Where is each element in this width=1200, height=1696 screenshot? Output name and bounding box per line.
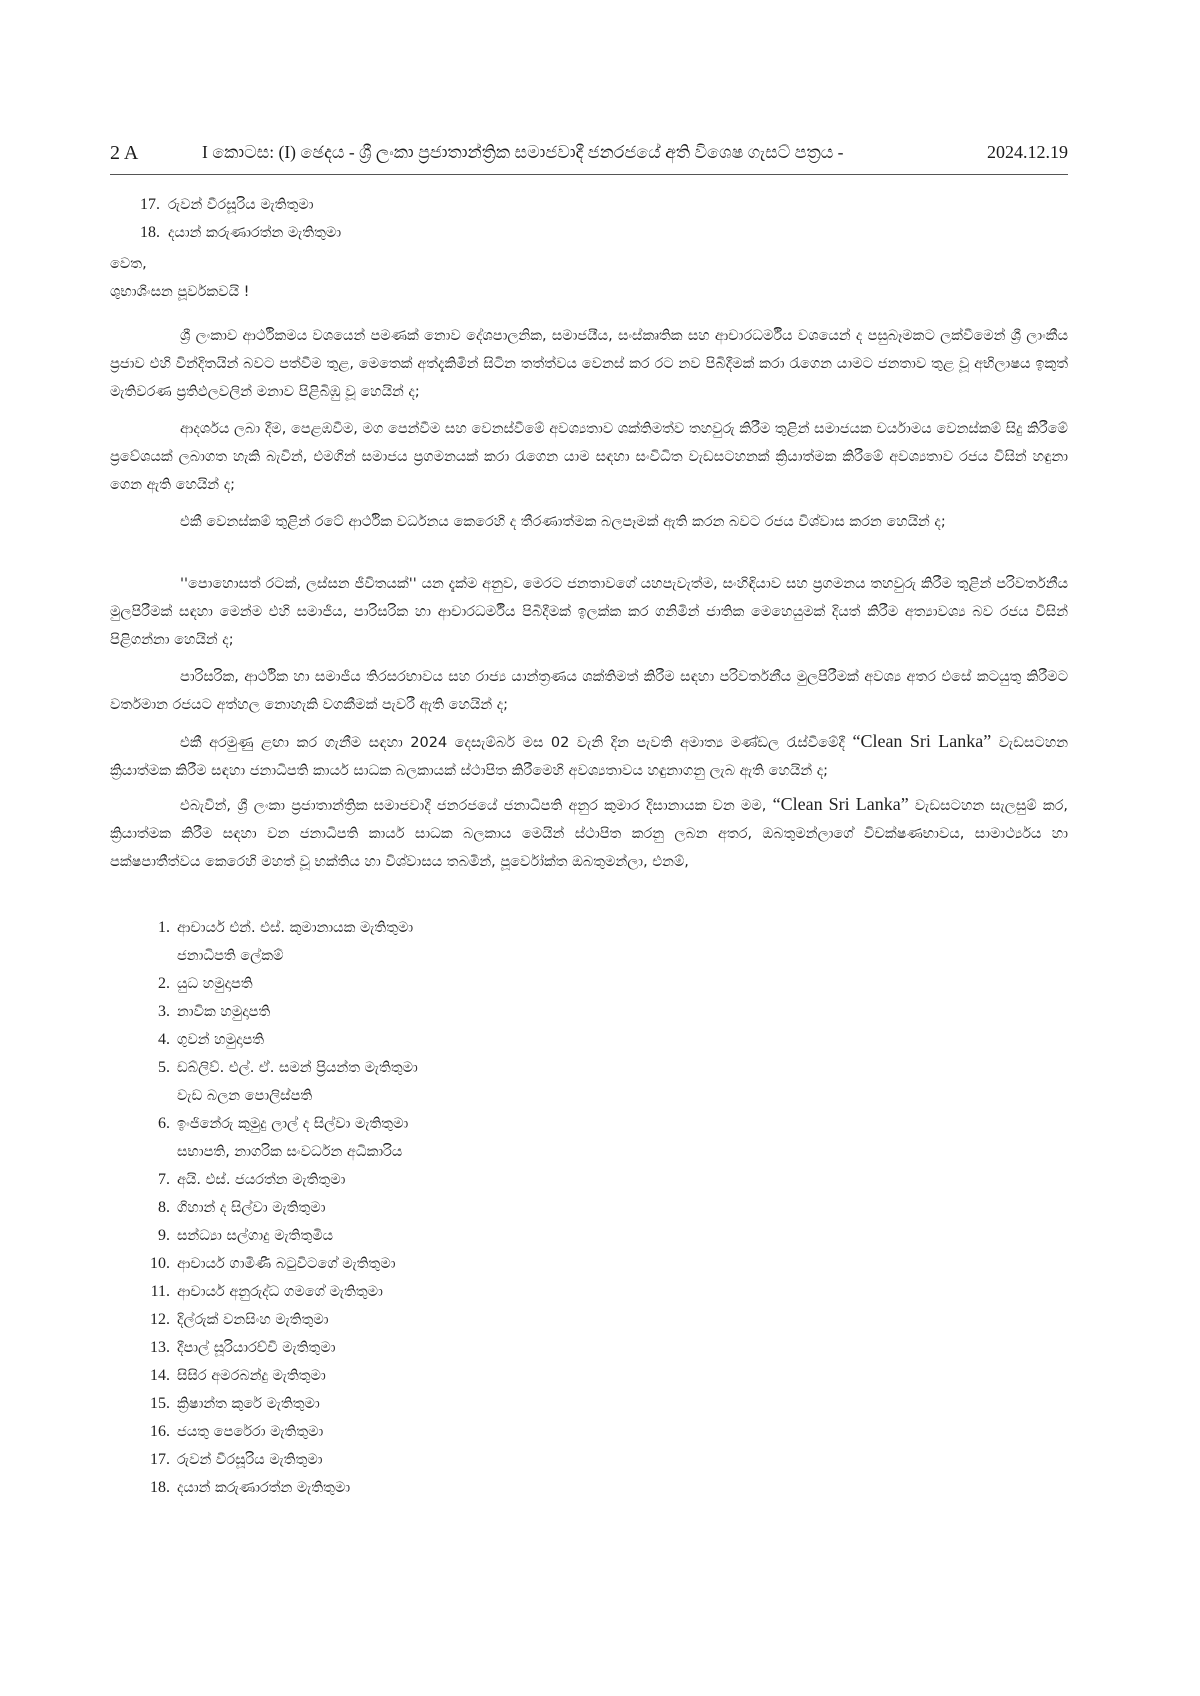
list-item xyxy=(110,1110,810,1166)
paragraph-6-text-b: වැඩසටහන ක්‍රියාත්මක කිරීම සඳහා ජනාධිපති කාර්ය සාධක බලකායක් ස්ථාපිත කිරීමෙහි අවශ්‍යතාවය හඳුනාගනු ලැබ ඇති හෙයින් ද; xyxy=(110,735,1069,779)
header-title: I කොටස: (I) ඡෙදය - ශ්‍රී ලංකා ප්‍රජාතාන්ත්‍රික සමාජවාදී ජනරජයේ අති විශෙෂ ගැසට් පත්‍රය - xyxy=(202,142,844,162)
salutation-greeting: ශුභාශිංසන පූර්වකවයි ! xyxy=(110,284,250,300)
member-designation: සභාපති, නාගරික සංවර්ධන අධිකාරිය xyxy=(177,1144,403,1160)
list-text: රුවන් වීරසූරිය මැතිතුමා xyxy=(168,197,314,213)
member-name: ක්‍රිෂාන්ත කුරේ මැතිතුමා xyxy=(177,1396,320,1412)
paragraph-3: එකී වෙනස්කම් තුළින් රටේ ආර්ථික වර්ධනය කෙරෙහි ද තීරණාත්මක බලපෑමක් ඇති කරන බවට රජය විශ්වාස කරන හෙයින් ද; xyxy=(180,514,946,530)
list-number: 12. xyxy=(150,1311,170,1328)
member-designation: වැඩ බලන පොලිස්පති xyxy=(177,1088,313,1104)
paragraph-5: පාරිසරික, ආර්ථික හා සමාජීය තිරසරභාවය සහ රාජ්‍ය යාන්ත්‍රණය ශක්තිමත් කිරීම සඳහා පරිවර්තනීය මුලපිරීමක් අවශ්‍ය අතර එසේ කටයුතු කිරීමට වර්තමාන රජයට අත්හල නොහැකි වගකීමක් පැවරී ඇති හෙයින් ද; xyxy=(110,669,1068,713)
list-number: 9. xyxy=(158,1227,170,1244)
list-number: 8. xyxy=(158,1199,170,1216)
member-name: සිසිර අමරබන්දු මැතිතුමා xyxy=(177,1368,326,1384)
list-number: 5. xyxy=(158,1059,170,1076)
member-name: ආචාර්ය අනුරුද්ධ ගමගේ මැතිතුමා xyxy=(177,1284,383,1300)
continued-member-list xyxy=(110,191,810,247)
programme-name: “Clean Sri Lanka” xyxy=(852,731,992,751)
list-number: 17. xyxy=(150,1451,170,1468)
list-number: 17. xyxy=(140,196,160,213)
list-item xyxy=(110,1054,810,1110)
header-date: 2024.12.19 xyxy=(987,142,1068,162)
list-item xyxy=(110,1306,810,1334)
member-name: සන්ධ්‍යා සල්ගාදු මැතිතුමිය xyxy=(177,1228,334,1244)
paragraph-1: ශ්‍රී ලංකාව ආර්ථිකමය වශයෙන් පමණක් නොව දේශපාලනික, සමාජයීය, සංස්කෘතික සහ ආචාරධර්මීය වශයෙන් ද පසුබෑමකට ලක්වීමෙන් ශ්‍රී ලාංකීය ප්‍රජාව එහි වින්දිතයින් බවට පත්වීම තුළ, මෙතෙක් අත්දැකිමින් සිටින තත්ත්වය වෙනස් කර රට නව පිබිදීමක් කරා රැගෙන යාමට ජනතාව තුළ වූ අභිලාෂය ඉකුත් මැතිවරණ ප්‍රතිඵලවලින් මනාව පිළිබිඹු වූ හෙයින් ද; xyxy=(110,328,1068,400)
list-item xyxy=(110,1166,810,1194)
paragraph-6-text-a: එකී අරමුණු ළඟා කර ගැනීම සඳහා 2024 දෙසැම්බර් මස 02 වැනි දින පැවති අමාත්‍ය මණ්ඩල රැස්වීමේදී xyxy=(180,735,845,751)
list-number: 4. xyxy=(158,1031,170,1048)
salutation-to: වෙත, xyxy=(110,256,147,272)
list-text: දයාන් කරුණාරත්න මැතිතුමා xyxy=(168,225,342,241)
list-item xyxy=(110,1362,810,1390)
member-name: දීපාල් සූරියාරච්චි මැතිතුමා xyxy=(177,1340,336,1356)
member-name: රුවන් වීරසූරිය මැතිතුමා xyxy=(177,1452,323,1468)
member-name: දයාන් කරුණාරත්න මැතිතුමා xyxy=(177,1480,351,1496)
paragraph-4: ''පොහොසත් රටක්, ලස්සන ජීවිතයක්'' යන දැක්ම අනුව, මෙරට ජනතාවගේ යහපැවැත්ම, සංහිඳියාව සහ ප්‍රගමනය තහවුරු කිරීම තුළින් පරිවර්තනීය මුලපිරීමක් සඳහා මෙන්ම එහි සමාජීය, පාරිසරික හා ආචාරධර්මීය පිබිදීමක් ඉලක්ක කර ගනිමින් ජාතික මෙහෙයුමක් දියත් කිරීම අත්‍යාවශ්‍ය බව රජය විසින් පිළිගන්නා හෙයින් ද; xyxy=(110,576,1068,648)
list-number: 10. xyxy=(150,1255,170,1272)
paragraph-7-text-b: වැඩසටහන සැලසුම් කර, ක්‍රියාත්මක කිරීම සඳහා වන ජනාධිපති කාර්ය සාධක බලකාය මෙයින් ස්ථාපිත කරනු ලබන අතර, ඔබතුමන්ලාගේ විචක්ෂණභාවය, සාමාර්ථ්‍යය හා පක්ෂපාතීත්වය කෙරෙහි මහත් වූ භක්තිය හා විශ්වාසය තබමින්, පූර්වෝක්ත ඔබතුමන්ලා, එනම්, xyxy=(110,798,1069,870)
list-item xyxy=(110,1334,810,1362)
list-number: 14. xyxy=(150,1367,170,1384)
list-number: 18. xyxy=(150,1479,170,1496)
list-number: 15. xyxy=(150,1395,170,1412)
page-header xyxy=(110,142,1068,172)
list-number: 1. xyxy=(158,919,170,936)
member-name: ඩබ්ලිව්. එල්. ඒ. සමන් ප්‍රියන්ත මැතිතුමා xyxy=(177,1060,418,1076)
list-item xyxy=(110,998,810,1026)
header-rule xyxy=(110,174,1068,175)
programme-name: “Clean Sri Lanka” xyxy=(772,794,909,814)
member-name: ආචාර්ය එන්. එස්. කුමානායක මැතිතුමා xyxy=(177,920,414,936)
list-item xyxy=(110,914,810,970)
list-item xyxy=(110,1390,810,1418)
list-number: 2. xyxy=(158,975,170,992)
list-item xyxy=(110,1250,810,1278)
list-item xyxy=(110,1418,810,1446)
list-item xyxy=(110,970,810,998)
list-number: 16. xyxy=(150,1423,170,1440)
list-number: 11. xyxy=(150,1283,170,1300)
list-item xyxy=(110,1446,810,1474)
task-force-member-list xyxy=(110,914,810,1502)
member-name: අයි. එස්. ජයරත්න මැතිතුමා xyxy=(177,1172,346,1188)
paragraph-6 xyxy=(110,727,1068,785)
list-number: 6. xyxy=(158,1115,170,1132)
list-number: 3. xyxy=(158,1003,170,1020)
member-name: ගිහාන් ද සිල්වා මැතිතුමා xyxy=(177,1200,326,1216)
list-item xyxy=(110,1278,810,1306)
list-item xyxy=(110,1474,810,1502)
member-name: දිල්රුක් වනසිංහ මැතිතුමා xyxy=(177,1312,329,1328)
member-name: යුධ හමුදාපති xyxy=(177,976,253,992)
list-number: 7. xyxy=(158,1171,170,1188)
list-item xyxy=(110,1194,810,1222)
list-item xyxy=(110,1222,810,1250)
member-name: ජයතු පෙරේරා මැතිතුමා xyxy=(177,1424,324,1440)
member-name: නාවික හමුදාපති xyxy=(177,1004,271,1020)
paragraph-7-text-a: එබැවින්, ශ්‍රී ලංකා ප්‍රජාතාන්ත්‍රික සමාජවාදී ජනරජයේ ජනාධිපති අනුර කුමාර දිසානායක වන මම, xyxy=(180,798,767,814)
list-number: 13. xyxy=(150,1339,170,1356)
list-item xyxy=(110,1026,810,1054)
list-item xyxy=(110,191,810,219)
paragraph-7 xyxy=(110,790,1068,876)
page-number: 2 A xyxy=(110,142,139,164)
list-item xyxy=(110,219,810,247)
list-number: 18. xyxy=(140,224,160,241)
member-designation: ජනාධිපති ලේකම් xyxy=(177,948,284,964)
member-name: ආචාර්ය ගාමිණී බටුවිටගේ මැතිතුමා xyxy=(177,1256,396,1272)
member-name: ඉංජිනේරු කුමුදු ලාල් ද සිල්වා මැතිතුමා xyxy=(177,1116,409,1132)
paragraph-2: ආදර්ශය ලබා දීම, පෙළඹවීම, මග පෙන්වීම සහ වෙනස්වීමේ අවශ්‍යතාව ශක්තිමත්ව තහවුරු කිරීම තුළින් සමාජයක චර්යාමය වෙනස්කම් සිදු කිරීමේ ප්‍රවේශයක් ලබාගත හැකි බැවින්, එමගින් සමාජය ප්‍රගමනයක් කරා රැගෙන යාම සඳහා සංවිධිත වැඩසටහනක් ක්‍රියාත්මක කිරීමේ අවශ්‍යතාව රජය විසින් හඳුනා ගෙන ඇති හෙයින් ද; xyxy=(110,421,1068,493)
member-name: ගුවන් හමුදාපති xyxy=(177,1032,265,1048)
